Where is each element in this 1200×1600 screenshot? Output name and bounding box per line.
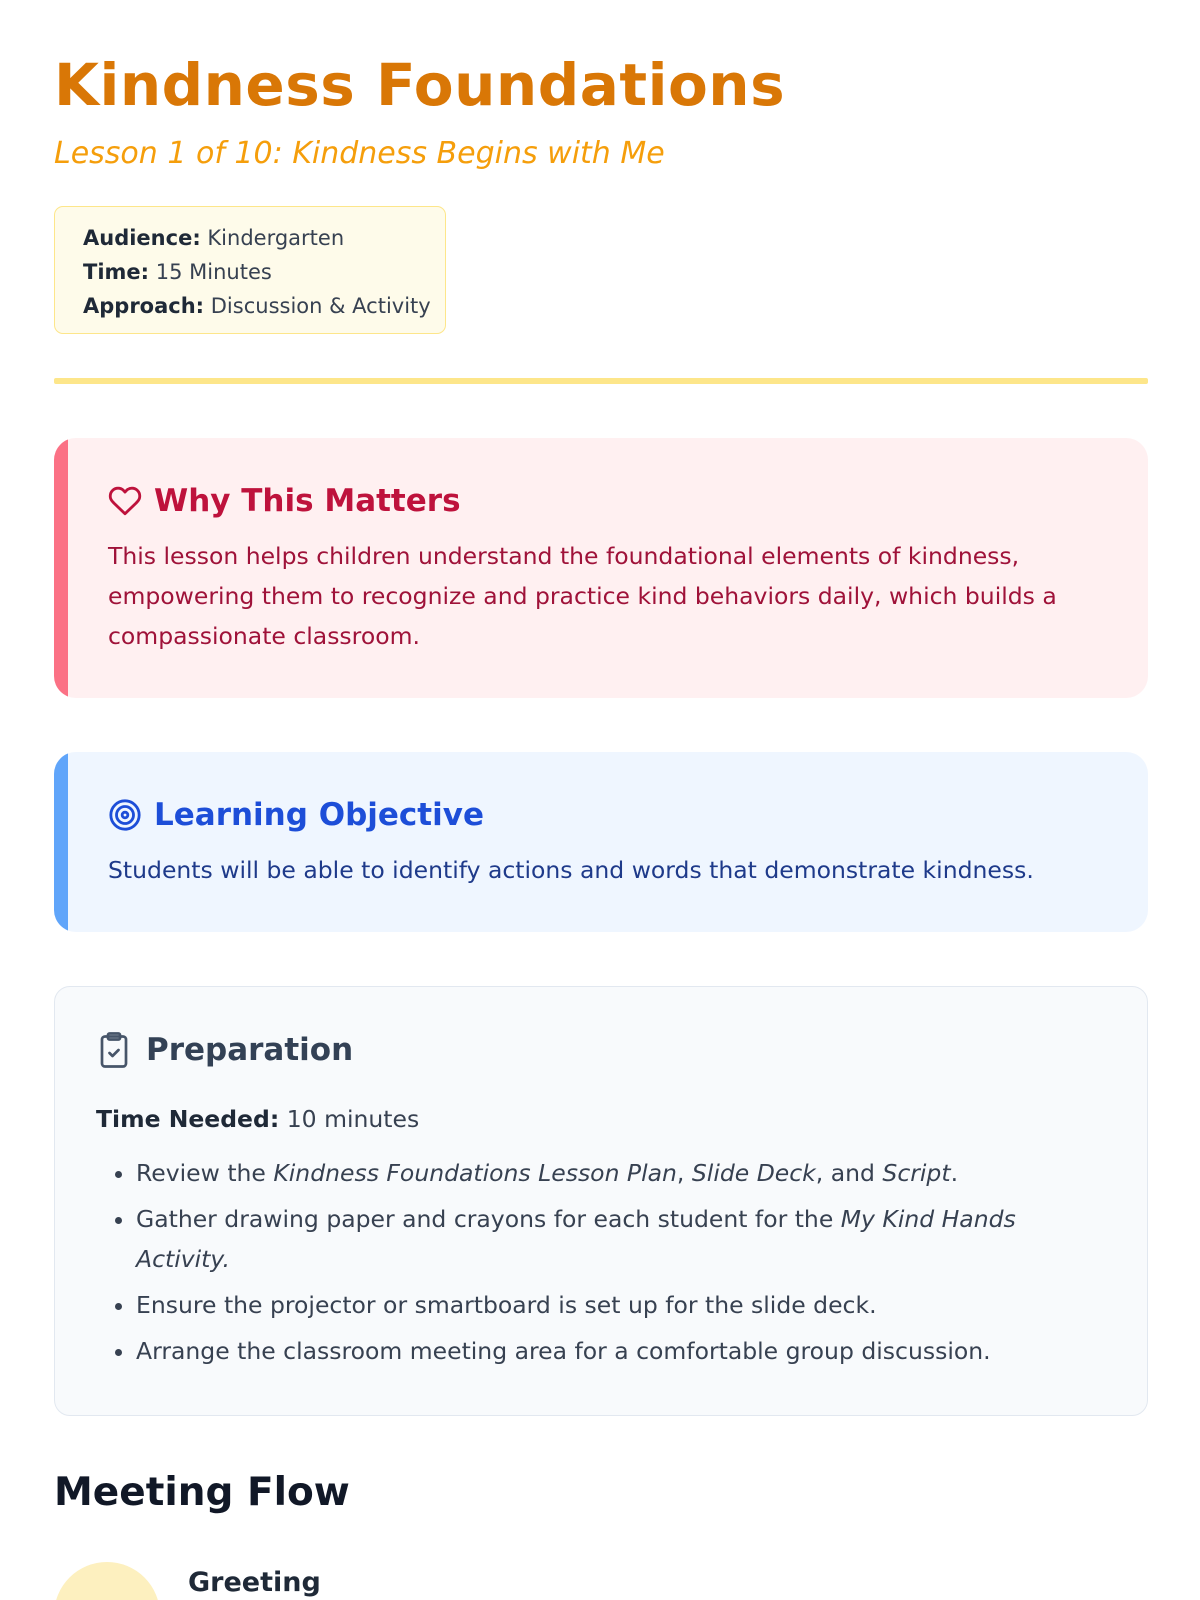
preparation-heading xyxy=(96,1030,353,1070)
why-heading xyxy=(108,481,461,521)
flow-step-title: Greeting xyxy=(188,1567,321,1598)
heart-icon xyxy=(108,484,142,518)
meta-audience xyxy=(83,221,445,255)
objective-heading-text: Learning Objective xyxy=(154,797,484,833)
item-text: Gather drawing paper and crayons for each student for the xyxy=(136,1205,841,1233)
item-text: Review the xyxy=(136,1159,274,1187)
meta-approach-value: Discussion & Activity xyxy=(210,294,431,318)
lesson-subtitle: Lesson 1 of 10: Kindness Begins with Me xyxy=(54,136,665,171)
clipboard-check-icon xyxy=(96,1030,132,1070)
meeting-flow-heading: Meeting Flow xyxy=(54,1470,350,1515)
learning-objective-callout xyxy=(54,752,1148,932)
meta-audience-label: Audience: xyxy=(83,226,201,250)
lesson-title: Kindness Foundations xyxy=(54,51,786,119)
section-divider xyxy=(54,378,1148,384)
objective-accent-bar xyxy=(54,752,68,932)
item-emphasis: Script xyxy=(882,1159,951,1187)
time-needed-value: 10 minutes xyxy=(286,1105,420,1133)
meta-time-value: 15 Minutes xyxy=(155,260,272,284)
list-item xyxy=(136,1285,1096,1325)
meta-time-label: Time: xyxy=(83,260,150,284)
item-emphasis: Slide Deck xyxy=(691,1159,816,1187)
target-icon xyxy=(108,798,142,832)
item-emphasis: My Kind Hands Activity. xyxy=(136,1205,1016,1273)
item-text: Ensure the projector or smartboard is set up for the slide deck. xyxy=(136,1291,877,1319)
item-text: . xyxy=(950,1159,959,1187)
list-item xyxy=(136,1331,1096,1371)
preparation-list xyxy=(96,1153,1096,1377)
why-accent-bar xyxy=(54,438,68,698)
list-item xyxy=(136,1199,1096,1279)
objective-body: Students will be able to identify actions and words that demonstrate kindness. xyxy=(108,856,1034,884)
item-text: , and xyxy=(815,1159,883,1187)
lesson-meta-box xyxy=(54,206,446,334)
why-body: This lesson helps children understand the foundational elements of kindness, empowering them to recognize and practice kind behaviors daily, which builds a compassionate classroom. xyxy=(108,542,1057,650)
preparation-heading-text: Preparation xyxy=(146,1032,354,1068)
preparation-time-needed xyxy=(96,1099,419,1139)
meta-approach xyxy=(83,289,445,323)
meta-time xyxy=(83,255,445,289)
list-item xyxy=(136,1153,1096,1193)
meta-audience-value: Kindergarten xyxy=(207,226,345,250)
item-text: , xyxy=(676,1159,692,1187)
why-heading-text: Why This Matters xyxy=(154,483,461,519)
item-text: Arrange the classroom meeting area for a comfortable group discussion. xyxy=(136,1337,991,1365)
flow-step-marker xyxy=(54,1562,160,1600)
time-needed-label: Time Needed: xyxy=(96,1105,280,1133)
objective-heading xyxy=(108,795,484,835)
meta-approach-label: Approach: xyxy=(83,294,205,318)
item-emphasis: Kindness Foundations Lesson Plan xyxy=(273,1159,677,1187)
